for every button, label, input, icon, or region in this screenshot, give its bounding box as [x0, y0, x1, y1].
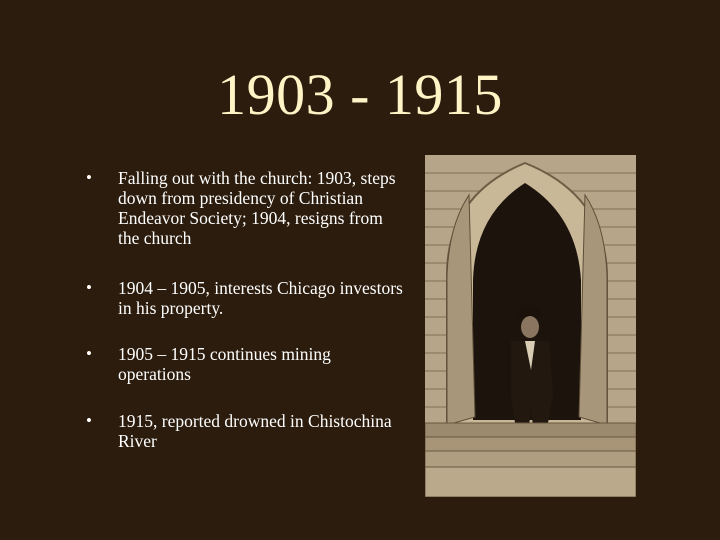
slide-title: 1903 - 1915: [217, 62, 503, 127]
bullet-marker: •: [86, 168, 92, 187]
bullet-text: 1905 – 1915 continues mining operations: [118, 344, 331, 384]
bullet-marker: •: [86, 278, 92, 297]
bullet-marker: •: [86, 411, 92, 430]
bullet-item: [86, 411, 406, 451]
bullet-text: 1915, reported drowned in Chistochina River: [118, 411, 392, 451]
bullet-item: [86, 168, 406, 248]
bullet-item: [86, 278, 406, 318]
bullet-text: Falling out with the church: 1903, steps down from presidency of Christian Endeavor Society; 1904, resigns from the church: [118, 168, 396, 248]
photo-illustration: [425, 155, 636, 497]
steps: [425, 423, 636, 497]
church-doorway-photo-icon: [425, 155, 636, 497]
bullet-item: [86, 344, 406, 384]
bullet-marker: •: [86, 344, 92, 363]
bullet-text: 1904 – 1905, interests Chicago investors in his property.: [118, 278, 403, 318]
